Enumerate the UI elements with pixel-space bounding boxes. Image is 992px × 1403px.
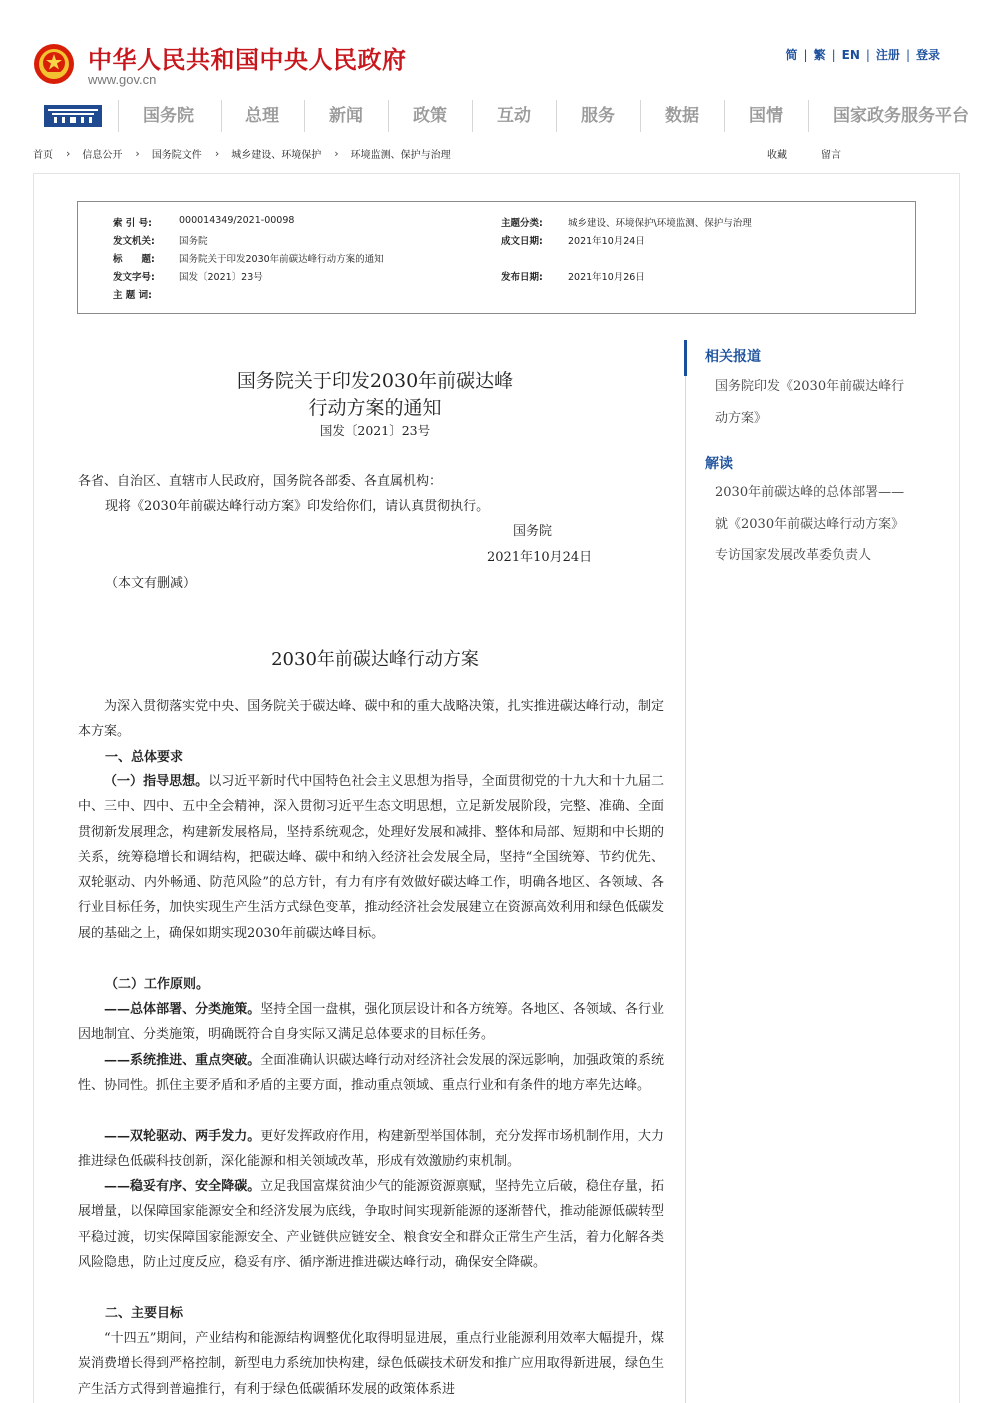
meta-docno-value: 国发〔2021〕23号 (179, 272, 263, 283)
principle-3-paragraph (78, 1124, 664, 1175)
breadcrumb (33, 146, 451, 161)
meta-topic-value: 城乡建设、环境保护\环境监测、保护与治理 (568, 218, 752, 229)
article-abridged-note: （本文有删减） (105, 576, 197, 591)
chevron-right-icon: › (214, 147, 220, 160)
nav-divider (304, 100, 305, 132)
principle-1-text: 坚持全国一盘棋，强化顶层设计和各方统筹。各地区、各领域、各行业因地制宜、分类施策，明确既符合自身实际又满足总体要求的目标任务。 (78, 1002, 664, 1043)
meta-publish-label: 发布日期: (501, 272, 543, 283)
chevron-right-icon: › (135, 147, 140, 160)
home-building-icon[interactable] (44, 105, 102, 127)
guiding-thought-text: 以习近平新时代中国特色社会主义思想为指导，全面贯彻党的十九大和十九届二中、三中、四中、五中全会精神，深入贯彻习近平生态文明思想，立足新发展阶段，完整、准确、全面贯彻新发展理念，构建新发展格局，坚持系统观念，处理好发展和减排、整体和局部、短期和中长期的关系，统筹稳增长和调结构，把碳达峰、碳中和纳入经济社会发展全局，坚持“全国统筹、节约优先、双轮驱动、内外畅通、防范风险”的总方针，有力有序有效做好碳达峰工作，明确各地区、各领域、各行业目标任务，加快实现生产生活方式绿色变革，推动经济社会发展建立在资源高效利用和绿色低碳发展的基础之上，确保如期实现2030年前碳达峰目标。 (78, 774, 664, 941)
related-reports-heading: 相关报道 (705, 349, 761, 365)
nav-divider (388, 100, 389, 132)
message-button[interactable]: 留言 (821, 150, 841, 161)
register-link[interactable]: 注册 (875, 48, 900, 62)
nav-item-gov-service-platform[interactable]: 国家政务服务平台 (833, 106, 969, 126)
chevron-right-icon: › (334, 147, 339, 160)
principle-2-text: 全面准确认识碳达峰行动对经济社会发展的深远影响，加强政策的系统性、协同性。抓住主要矛盾和矛盾的主要方面，推动重点领域、重点行业和有条件的地方率先达峰。 (78, 1053, 664, 1094)
guiding-thought-heading: （一）指导思想。 (104, 774, 209, 789)
chevron-right-icon: › (66, 147, 71, 160)
meta-title-label: 标 题: (113, 254, 155, 265)
simplified-link[interactable]: 简 (785, 48, 798, 62)
principle-1-heading: ——总体部署、分类施策。 (104, 1002, 261, 1017)
meta-topic-label: 主题分类: (501, 218, 543, 229)
favorite-button[interactable]: 收藏 (767, 150, 787, 161)
plan-intro: 为深入贯彻落实党中央、国务院关于碳达峰、碳中和的重大战略决策，扎实推进碳达峰行动，制定本方案。 (78, 699, 664, 740)
meta-index-label: 索 引 号: (113, 218, 152, 229)
article-title-line-2: 行动方案的通知 (308, 397, 442, 419)
nav-item-policy[interactable]: 政策 (413, 106, 447, 126)
nav-divider (118, 100, 119, 132)
nav-divider (556, 100, 557, 132)
meta-docno-label: 发文字号: (113, 272, 155, 283)
article-doc-number: 国发〔2021〕23号 (319, 423, 431, 438)
meta-issuer-value: 国务院 (179, 236, 208, 247)
meta-title-value: 国务院关于印发2030年前碳达峰行动方案的通知 (179, 254, 384, 265)
meta-index-value: 000014349/2021-00098 (179, 215, 295, 226)
article-sign-date: 2021年10月24日 (487, 550, 593, 565)
meta-issuer-label: 发文机关: (113, 236, 155, 247)
breadcrumb-urban-env[interactable]: 城乡建设、环境保护 (231, 150, 322, 161)
principle-2-heading: ——系统推进、重点突破。 (104, 1053, 261, 1068)
site-title[interactable]: 中华人民共和国中央人民政府 (88, 46, 407, 74)
related-report-link[interactable]: 国务院印发《2030年前碳达峰行动方案》 (715, 379, 905, 426)
meta-keywords-label: 主 题 词: (113, 290, 152, 301)
breadcrumb-env-monitoring[interactable]: 环境监测、保护与治理 (350, 150, 451, 161)
section-heading-main-goals: 二、主要目标 (105, 1306, 184, 1321)
nav-item-service[interactable]: 服务 (581, 106, 615, 126)
divider: | (865, 47, 870, 62)
principle-2-paragraph (78, 1048, 664, 1099)
principle-1-paragraph (78, 997, 664, 1048)
nav-item-news[interactable]: 新闻 (329, 106, 363, 126)
meta-publish-value: 2021年10月26日 (568, 272, 645, 283)
section-heading-general-requirements: 一、总体要求 (105, 750, 184, 765)
main-goals-paragraph: “十四五”期间，产业结构和能源结构调整优化取得明显进展，重点行业能源利用效率大幅提升，煤炭消费增长得到严格控制，新型电力系统加快构建，绿色低碳技术研发和推广应用取得新进展，绿色生产生活方式得到普遍推行，有利于绿色低碳循环发展的政策体系进 (78, 1331, 664, 1397)
nav-item-interaction[interactable]: 互动 (497, 106, 531, 126)
sidebar-accent-bar (684, 340, 687, 376)
breadcrumb-state-council-docs[interactable]: 国务院文件 (151, 150, 202, 161)
traditional-link[interactable]: 繁 (813, 48, 826, 62)
nav-divider (724, 100, 725, 132)
nav-item-premier[interactable]: 总理 (245, 106, 279, 126)
nav-divider (640, 100, 641, 132)
nav-item-state-council[interactable]: 国务院 (143, 106, 194, 126)
article-signer: 国务院 (513, 524, 553, 539)
divider: | (803, 47, 808, 62)
divider: | (905, 47, 910, 62)
top-links (786, 46, 941, 63)
principle-3-text: 更好发挥政府作用，构建新型举国体制，充分发挥市场机制作用，大力推进绿色低碳科技创新，深化能源和相关领域改革，形成有效激励约束机制。 (78, 1129, 664, 1170)
english-link[interactable]: EN (841, 47, 860, 62)
divider: | (831, 47, 836, 62)
nav-divider (221, 100, 222, 132)
guiding-thought-paragraph (78, 769, 664, 946)
article-salutation: 各省、自治区、直辖市人民政府，国务院各部委、各直属机构： (78, 474, 443, 489)
interpretation-heading: 解读 (705, 456, 733, 472)
article-notice: 现将《2030年前碳达峰行动方案》印发给你们，请认真贯彻执行。 (105, 499, 490, 514)
national-emblem-icon[interactable] (33, 42, 75, 86)
breadcrumb-home[interactable]: 首页 (33, 150, 53, 161)
nav-item-data[interactable]: 数据 (665, 106, 699, 126)
principle-4-paragraph (78, 1174, 664, 1275)
site-header (0, 0, 992, 96)
principle-4-text: 立足我国富煤贫油少气的能源资源禀赋，坚持先立后破，稳住存量，拓展增量，以保障国家能源安全和经济发展为底线，争取时间实现新能源的逐渐替代，推动能源低碳转型平稳过渡，切实保障国家能源安全、产业链供应链安全、粮食安全和群众正常生产生活，着力化解各类风险隐患，防止过度反应，稳妥有序、循序渐进推进碳达峰行动，确保安全降碳。 (78, 1179, 664, 1270)
login-link[interactable]: 登录 (915, 48, 940, 62)
article-title-line-1: 国务院关于印发2030年前碳达峰 (236, 370, 514, 392)
principle-3-heading: ——双轮驱动、两手发力。 (104, 1129, 261, 1144)
meta-date-written-value: 2021年10月24日 (568, 236, 645, 247)
breadcrumb-info-public[interactable]: 信息公开 (82, 150, 123, 161)
nav-divider (472, 100, 473, 132)
nav-item-national-info[interactable]: 国情 (749, 106, 783, 126)
main-nav (0, 96, 992, 136)
sidebar-divider (685, 340, 686, 1403)
nav-divider (808, 100, 809, 132)
meta-date-written-label: 成文日期: (501, 236, 543, 247)
work-principles-heading: （二）工作原则。 (105, 977, 210, 992)
plan-title: 2030年前碳达峰行动方案 (271, 649, 479, 670)
interpretation-link[interactable]: 2030年前碳达峰的总体部署——就《2030年前碳达峰行动方案》专访国家发展改革委负责人 (715, 485, 905, 563)
meta-index (113, 215, 152, 229)
site-url: www.gov.cn (88, 72, 157, 87)
principle-4-heading: ——稳妥有序、安全降碳。 (104, 1179, 261, 1194)
